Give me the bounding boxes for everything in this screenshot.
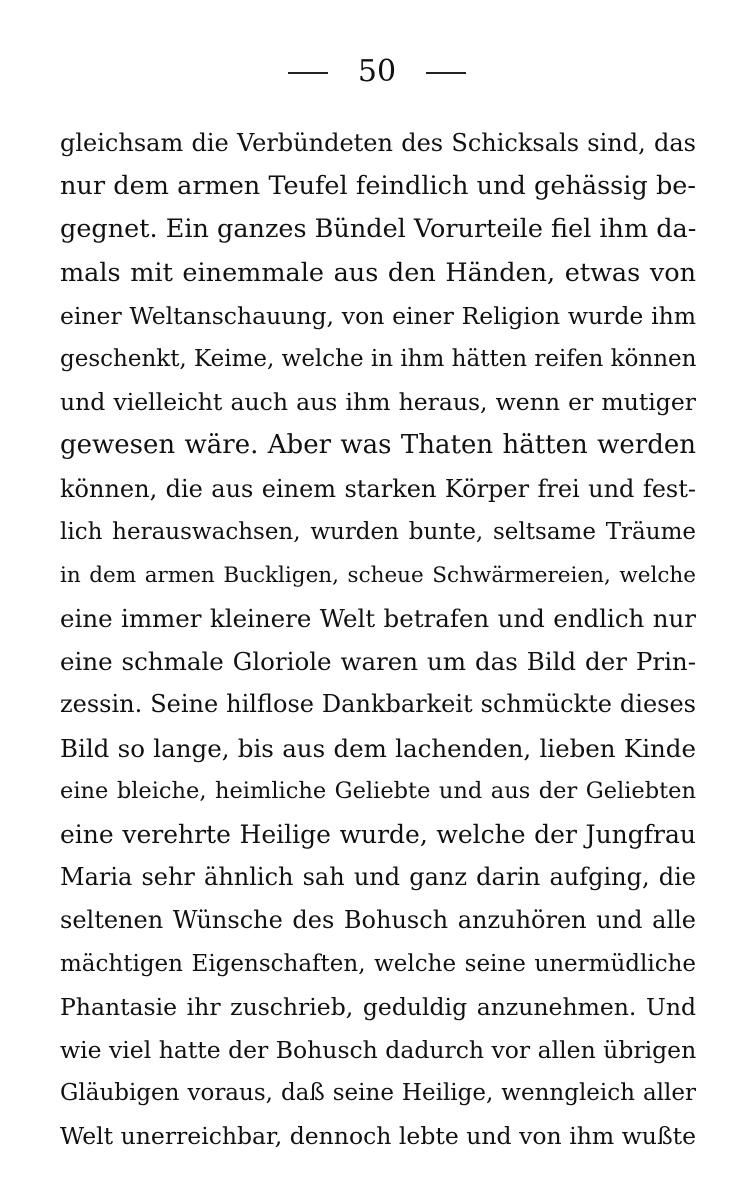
- page-number-header: [0, 52, 754, 92]
- text-line: Phantasie ihr zuschrieb, geduldig anzunehmen. Und: [60, 992, 696, 1021]
- text-line: Bild so lange, bis aus dem lachenden, lieben Kinde: [60, 733, 696, 763]
- text-line: Maria sehr ähnlich sah und ganz darin aufging, die: [60, 863, 696, 892]
- text-line: gegnet. Ein ganzes Bündel Vorurteile fiel ihm da-: [60, 214, 696, 245]
- text-line: wie viel hatte der Bohusch dadurch vor allen übrigen: [60, 1035, 696, 1064]
- text-line: zessin. Seine hilflose Dankbarkeit schmückte dieses: [60, 690, 696, 719]
- text-line: Gläubigen voraus, daß seine Heilige, wenngleich aller: [60, 1080, 696, 1107]
- text-line: und vielleicht auch aus ihm heraus, wenn er mutiger: [60, 388, 696, 417]
- text-line: seltenen Wünsche des Bohusch anzuhören und alle: [60, 906, 696, 935]
- left-dash: [288, 72, 328, 74]
- text-line: geschenkt, Keime, welche in ihm hätten reifen können: [60, 345, 696, 372]
- text-line: einer Weltanschauung, von einer Religion wurde ihm: [60, 301, 696, 330]
- text-line: mals mit einemmale aus den Händen, etwas von: [60, 257, 696, 288]
- text-line: gewesen wäre. Aber was Thaten hätten werden: [60, 430, 696, 461]
- text-line: mächtigen Eigenschaften, welche seine unermüdliche: [60, 950, 696, 977]
- text-line: lich herauswachsen, wurden bunte, seltsame Träume: [60, 518, 696, 545]
- text-line: nur dem armen Teufel feindlich und gehässig be-: [60, 171, 696, 202]
- body-text: [60, 122, 696, 1159]
- text-line: eine immer kleinere Welt betrafen und endlich nur: [60, 604, 696, 634]
- text-line: eine verehrte Heilige wurde, welche der Jungfrau: [60, 820, 696, 849]
- page-number: 50: [357, 54, 397, 89]
- right-dash: [426, 72, 466, 74]
- text-line: eine bleiche, heimliche Geliebte und aus der Geliebten: [60, 777, 696, 804]
- text-line: in dem armen Buckligen, scheue Schwärmereien, welche: [60, 562, 696, 588]
- text-line: können, die aus einem starken Körper frei und fest-: [60, 474, 696, 503]
- text-line: eine schmale Gloriole waren um das Bild der Prin-: [60, 647, 696, 677]
- text-line: Welt unerreichbar, dennoch lebte und von ihm wußte: [60, 1122, 696, 1151]
- text-line: gleichsam die Verbündeten des Schicksals sind, das: [60, 129, 696, 157]
